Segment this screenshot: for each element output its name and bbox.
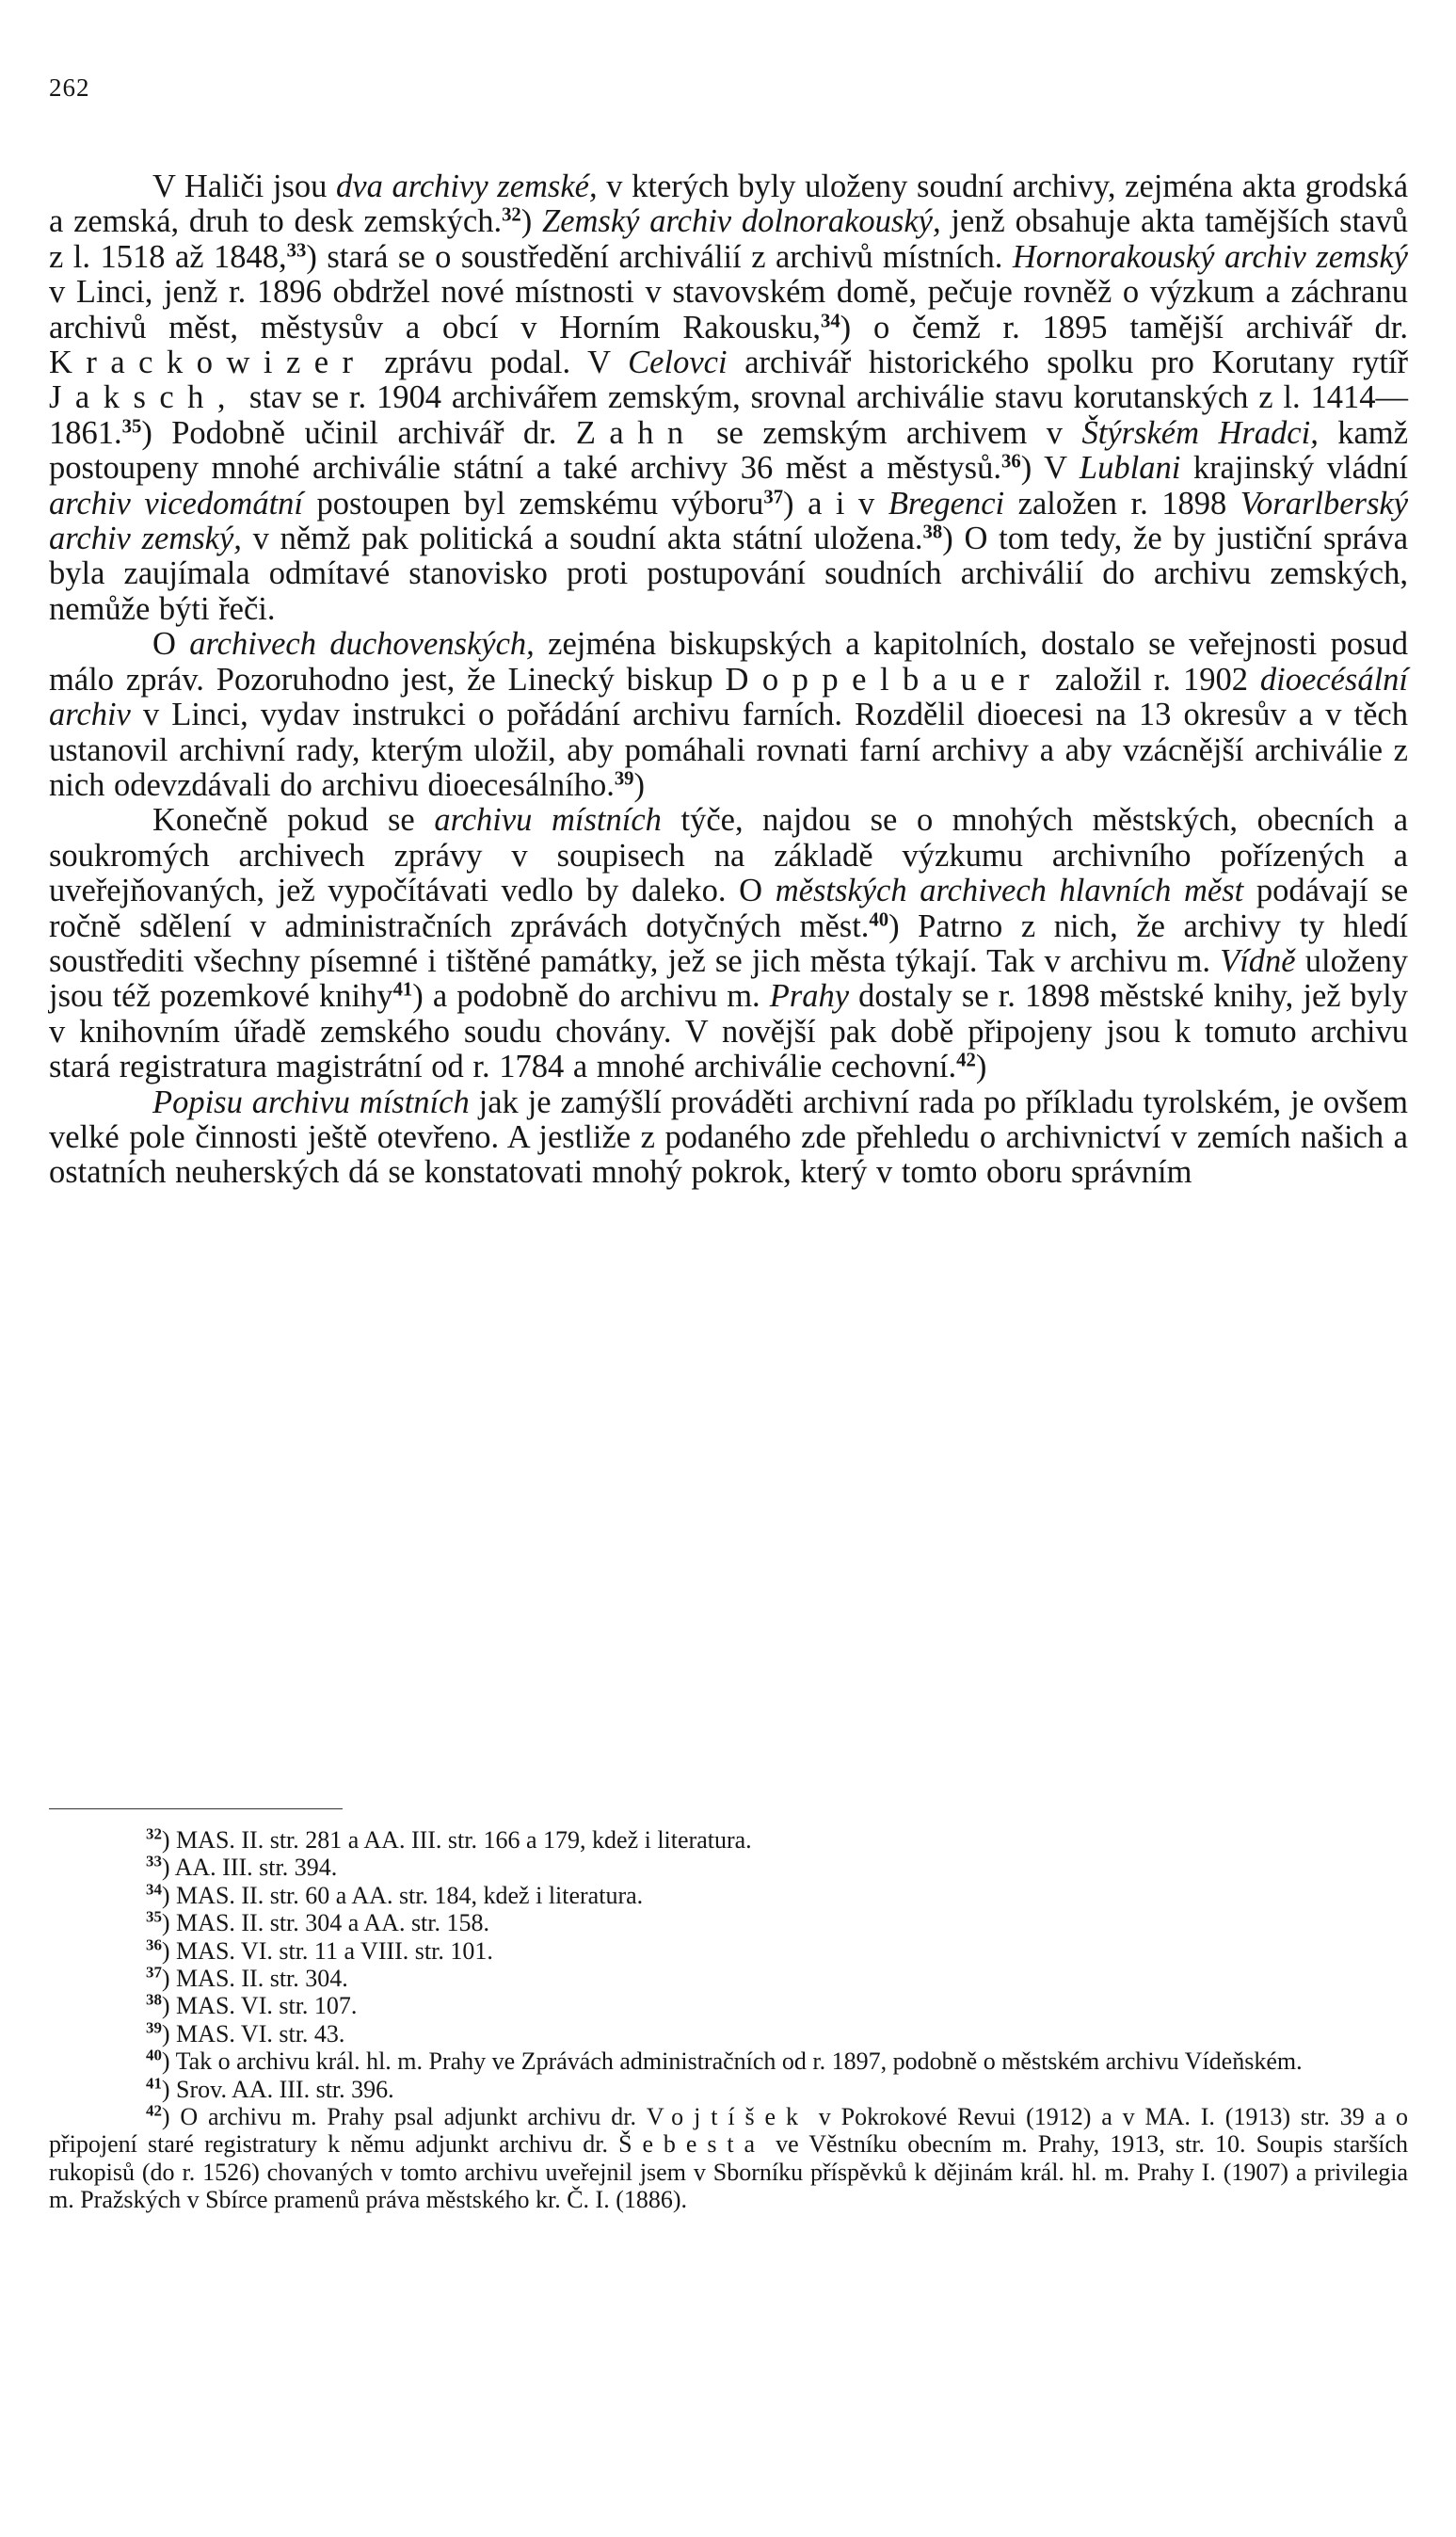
body-text [49, 169, 1408, 1191]
text: postoupen byl zemskému výboru [303, 485, 764, 522]
emphasis: archiv vicedomátní [49, 485, 304, 522]
footnote-ref[interactable]: 40 [869, 909, 889, 931]
footnote-number: 34 [146, 1880, 162, 1899]
footnote-text: v Pokrokové Revui (1912) a v MA. I. (1913) str. 39 a o připojení staré registratury k němu adjunkt archivu dr. [49, 2103, 1408, 2159]
footnote-ref[interactable]: 42 [956, 1050, 976, 1071]
footnote-ref[interactable]: 39 [614, 768, 634, 790]
footnote-ref[interactable]: 41 [392, 979, 413, 1001]
footnote-text: ) Tak o archivu král. hl. m. Prahy ve Zprávách administračních od r. 1897, podobně o městském archivu Vídeňském. [161, 2047, 1303, 2076]
text: Konečně pokud se [152, 802, 435, 839]
text: dostaly se r. 1898 městské knihy, jež byly v knihovním úřadě zemského soudu chovány. V novější pak době připojeny jsou k tomuto archivu stará registratura magistrátní od r. 1784 a mnohé archiválie cechovní. [49, 978, 1408, 1085]
text: v němž pak politická a soudní akta státní uložena. [241, 521, 923, 557]
footnote [49, 1909, 1408, 1936]
text: kamž postoupeny mnohé archiválie státní a také archivy 36 měst a městysů. [49, 414, 1409, 487]
paragraph [49, 803, 1408, 1084]
footnote [49, 2076, 1408, 2103]
footnote-ref[interactable]: 34 [820, 311, 840, 332]
footnote-number: 38 [146, 1991, 162, 2010]
spaced-name: Šebesta [618, 2130, 765, 2159]
footnotes [49, 1826, 1408, 2214]
footnote-number: 42 [146, 2101, 162, 2120]
text: v Linci, vydav instrukci o pořádání archivu farních. Rozdělil dioecesi na 13 okresův a v těch ustanovil archivní rady, kterým uložil, aby pomáhali rovnati farní archivy a aby vzácnější archiválie z nich odevzdávali do archivu dioecesálního. [49, 697, 1408, 803]
emphasis: archivech duchovenských, [189, 626, 535, 663]
emphasis: Vorarlberský archiv zemský, [49, 485, 1409, 557]
text: se zemským archivem v [696, 414, 1082, 451]
text: ) [975, 1049, 987, 1085]
text: O [152, 626, 190, 663]
footnote-text: ) MAS. VI. str. 11 a VIII. str. 101. [161, 1936, 493, 1965]
footnote-divider [49, 1808, 343, 1809]
text: stav se r. 1904 archivářem zemským, srovnal archiválie stavu korutanských z l. 1414—1861. [49, 379, 1408, 451]
footnote-number: 40 [146, 2046, 162, 2064]
emphasis: Štýrském Hradci, [1081, 414, 1319, 451]
footnote-number: 36 [146, 1935, 162, 1954]
spaced-name: Vojtíšek [646, 2103, 808, 2131]
footnote [49, 1882, 1408, 1909]
emphasis: Celovci [628, 345, 728, 381]
text: v Linci, jenž r. 1896 obdržel nové místnosti v stavovském domě, pečuje rovněž o výzkum a záchranu archivů měst, městysův a obcí v Horním Rakousku, [49, 274, 1408, 345]
text: jak je zamýšlí prováděti archivní rada po příkladu tyrolském, je ovšem velké pole činnosti ještě otevřeno. A jestliže z podaného zde přehledu o archivnictví v zemích našich a ostatních neuherských dá se konstatovati mnohý pokrok, který v tomto oboru správním [49, 1084, 1409, 1191]
paragraph [49, 1085, 1408, 1191]
emphasis: Lublani [1079, 450, 1181, 487]
spaced-name: Krackowizer [49, 345, 367, 381]
footnote-number: 33 [146, 1853, 162, 1871]
text: podávají se ročně sdělení v administračních zprávách dotyčných měst. [49, 873, 1409, 944]
text: ) Podobně učinil archivář dr. [141, 414, 576, 451]
text: založen r. 1898 [1004, 485, 1240, 522]
emphasis: Prahy [769, 978, 850, 1015]
emphasis: Zemský archiv dolnorakouský, [542, 203, 941, 240]
footnote-number: 39 [146, 2018, 162, 2037]
paragraph [49, 627, 1408, 803]
emphasis: Bregenci [888, 485, 1005, 522]
footnote-ref[interactable]: 38 [922, 522, 943, 543]
footnote-text: ) Srov. AA. III. str. 396. [161, 2075, 394, 2103]
footnote-text: ) MAS. VI. str. 107. [161, 1992, 358, 2020]
footnote-ref[interactable]: 33 [286, 240, 307, 262]
text: ) a i v [783, 485, 888, 522]
footnote-number: 32 [146, 1824, 162, 1843]
footnote-text: ) AA. III. str. 394. [161, 1854, 338, 1882]
footnote-text: ) MAS. VI. str. 43. [161, 2019, 345, 2047]
footnote-ref[interactable]: 36 [1001, 451, 1021, 473]
emphasis: dioecésální archiv [49, 661, 1408, 733]
footnote [49, 1826, 1408, 1854]
footnote-text: ) MAS. II. str. 281 a AA. III. str. 166 a 179, kdež i literatura. [161, 1826, 752, 1854]
text: uloženy jsou též pozemkové knihy [49, 942, 1408, 1015]
text: ) o čemž r. 1895 tamější archivář dr. [840, 309, 1408, 345]
footnote [49, 1965, 1408, 1992]
footnote [49, 2103, 1408, 2214]
footnote-number: 35 [146, 1907, 162, 1926]
text: ) [520, 203, 543, 240]
paragraph [49, 169, 1408, 627]
footnote [49, 1937, 1408, 1965]
text: zejména biskupských a kapitolních, dostalo se veřejnosti posud málo zpráv. Pozoruhodno jest, že Linecký biskup [49, 626, 1408, 698]
footnote-text: ) O archivu m. Prahy psal adjunkt archivu dr. [161, 2103, 647, 2131]
text: ) Patrno z nich, že archivy ty hledí soustřediti všechny písemné i tištěné památky, jež se jich města týkají. Tak v archivu m. [49, 907, 1408, 979]
footnote-ref[interactable]: 35 [121, 416, 142, 438]
emphasis: dva archivy zemské, [336, 169, 598, 204]
footnote-number: 37 [146, 1963, 162, 1982]
text: založil r. 1902 [1043, 661, 1260, 698]
footnote [49, 1854, 1408, 1881]
emphasis: Hornorakouský archiv zemský [1012, 238, 1408, 275]
footnote [49, 2020, 1408, 2047]
footnote [49, 1992, 1408, 2019]
page-number: 262 [49, 73, 90, 102]
text: zprávu podal. V [366, 345, 629, 381]
text: ) a podobně do archivu m. [412, 978, 770, 1015]
text: ) O tom tedy, že by justiční správa byla zaujímala odmítavé stanovisko proti postupování soudních archiválií do archivu zemských, nemůže býti řeči. [49, 521, 1409, 627]
emphasis: Popisu archivu místních [152, 1084, 470, 1120]
text: týče, najdou se o mnohých městských, obecních a soukromých archivech zprávy v soupisech na základě výzkumu archivního pořízených a uveřejňovaných, jež vypočítávati vedlo by daleko. O [49, 802, 1409, 909]
spaced-name: Zahn [575, 414, 697, 451]
footnote-ref[interactable]: 32 [502, 205, 521, 227]
text: jenž obsahuje akta tamějších stavů z l. 1518 až 1848, [49, 203, 1408, 275]
footnote-text: ve Věstníku obecním m. Prahy, 1913, str. 10. Soupis starších rukopisů (do r. 1526) chovaných v tomto archivu uveřejnil jsem v Sborníku příspěvků k dějinám král. hl. m. Prahy I. (1907) a privilegia m. Pražských v Sbírce pramenů práva městského kr. Č. I. (1886). [49, 2130, 1408, 2214]
footnote-text: ) MAS. II. str. 60 a AA. str. 184, kdež i literatura. [161, 1881, 644, 1909]
text: ) [633, 766, 646, 803]
spaced-name: Jaksch, [49, 379, 240, 416]
spaced-name: Doppelbauer [725, 661, 1044, 698]
footnote [49, 2047, 1408, 2075]
text: krajinský vládní [1180, 450, 1408, 487]
footnote-ref[interactable]: 37 [763, 487, 784, 508]
text: ) stará se o soustředění archiválií z archivů místních. [306, 238, 1013, 275]
text: v kterých byly uloženy soudní archivy, zejména akta grodská a zemská, druh to desk zemských. [49, 169, 1409, 240]
text: ) V [1020, 450, 1080, 487]
footnote-number: 41 [146, 2074, 162, 2093]
text: V Haliči jsou [152, 169, 337, 204]
footnote-text: ) MAS. II. str. 304. [161, 1965, 348, 1993]
emphasis: Vídně [1220, 942, 1296, 979]
text: archivář historického spolku pro Korutany rytíř [727, 345, 1409, 381]
emphasis: archivu místních [434, 802, 662, 839]
footnote-text: ) MAS. II. str. 304 a AA. str. 158. [161, 1909, 490, 1937]
emphasis: městských archivech hlavních měst [775, 873, 1244, 909]
